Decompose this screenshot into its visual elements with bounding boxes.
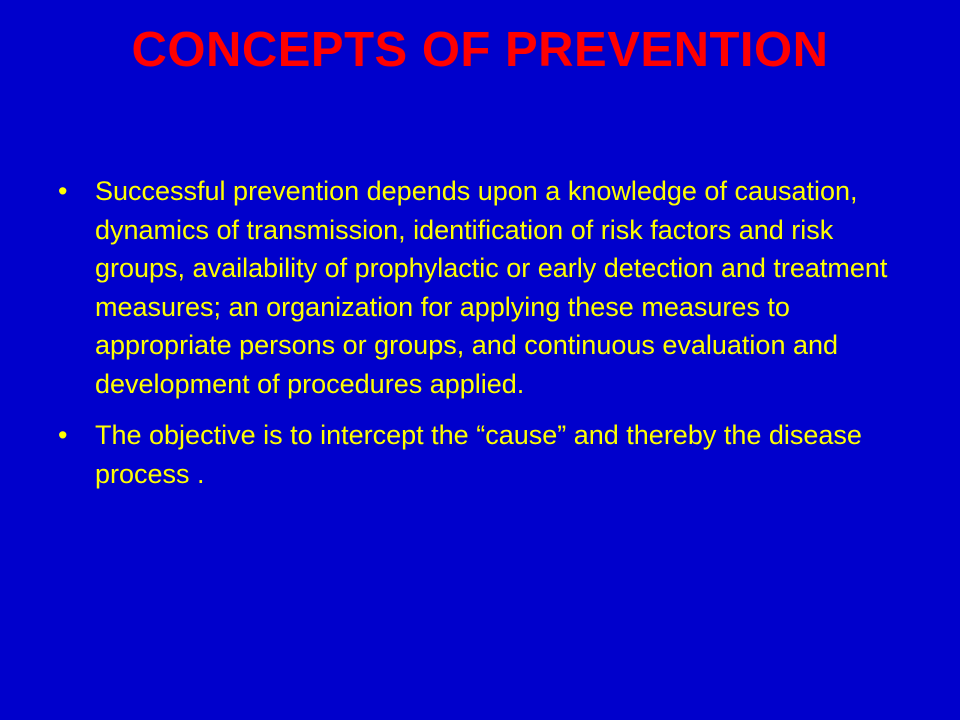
slide-title: CONCEPTS OF PREVENTION	[131, 23, 829, 77]
bullet-text: The objective is to intercept the “cause” and thereby the disease process .	[95, 420, 862, 489]
bullet-icon: •	[58, 176, 68, 206]
bullet-text: Successful prevention depends upon a knowledge of causation, dynamics of transmission, identification of risk factors and risk groups, availability of prophylactic or early detection and treatment measures; an organization for applying these measures to appropriate persons or groups, and continuous evaluation and development of procedures applied.	[95, 176, 888, 399]
bullet-icon: •	[58, 420, 68, 450]
bullet-item	[58, 416, 908, 493]
bullet-list	[58, 172, 908, 506]
bullet-item	[58, 172, 908, 403]
